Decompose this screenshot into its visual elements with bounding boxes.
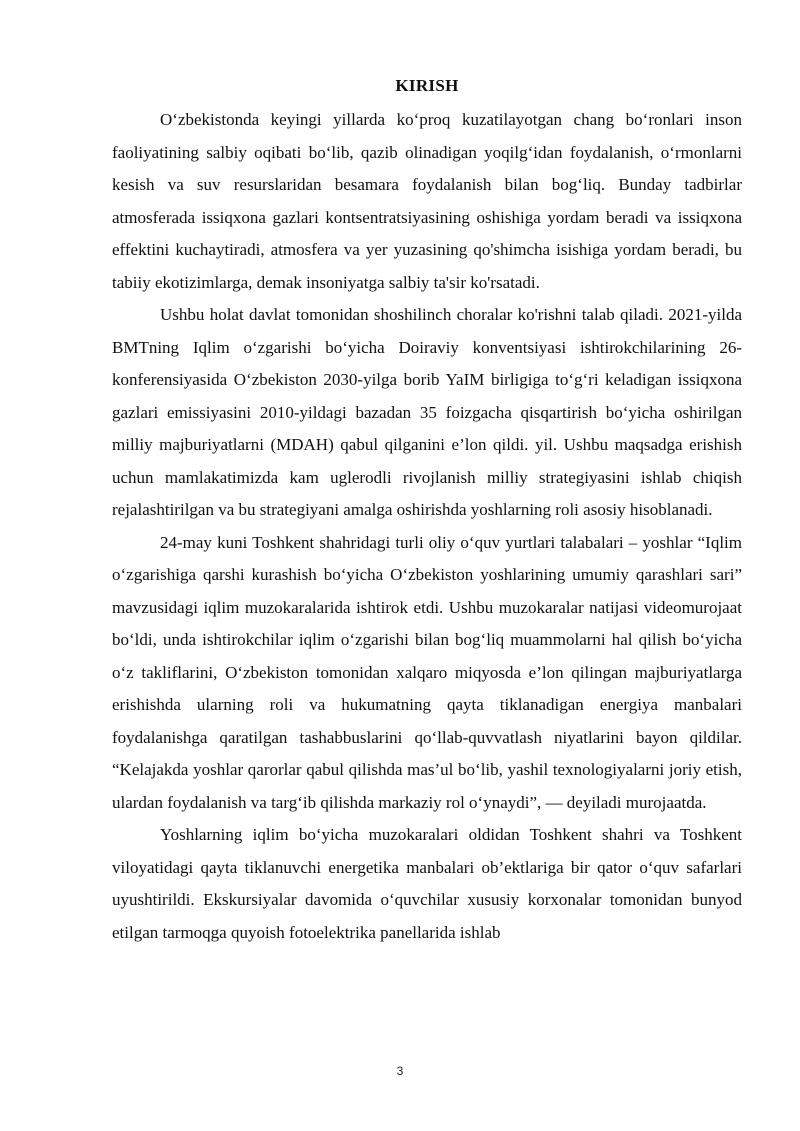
paragraph-4: Yoshlarning iqlim bo‘yicha muzokaralari oldidan Toshkent shahri va Toshkent viloyatidagi qayta tiklanuvchi energetika manbalari ob’ektlariga bir qator o‘quv safarlari uyushtirildi. Ekskursiyalar davomida o‘quvchilar xususiy korxonalar tomonidan bunyod etilgan tarmoqga quyoish fotoelektrika panellarida ishlab — [112, 825, 742, 942]
paragraph-3: 24-may kuni Toshkent shahridagi turli oliy o‘quv yurtlari talabalari – yoshlar “Iqlim o‘zgarishiga qarshi kurashish bo‘yicha O‘zbekiston yoshlarining umumiy qarashlari sari” mavzusidagi iqlim muzokaralarida ishtirok etdi. Ushbu muzokaralar natijasi videomurojaat bo‘ldi, unda ishtirokchilar iqlim o‘zgarishi bilan bog‘liq muammolarni hal qilish bo‘yicha o‘z takliflarini, O‘zbekiston tomonidan xalqaro miqyosda e’lon qilingan majburiyatlarga erishishda ularning roli va hukumatning qayta tiklanadigan energiya manbalari foydalanishga qaratilgan tashabbuslarini qo‘llab-quvvatlash niyatlarini bayon qildilar. “Kelajakda yoshlar qarorlar qabul qilishda mas’ul bo‘lib, yashil texnologiyalarni joriy etish, ulardan foydalanish va targ‘ib qilishda markaziy rol o‘ynaydi”, — deyiladi murojaatda. — [112, 532, 742, 812]
document-page — [112, 72, 742, 949]
paragraph-1: O‘zbekistonda keyingi yillarda ko‘proq kuzatilayotgan chang bo‘ronlari inson faoliyatining salbiy oqibati bo‘lib, qazib olinadigan yoqilg‘idan foydalanish, o‘rmonlarni kesish va suv resurslaridan besamara foydalanish bilan bog‘liq. Bunday tadbirlar atmosferada issiqxona gazlari kontsentratsiyasining oshishiga yordam beradi va issiqxona effektini kuchaytiradi, atmosfera va yer yuzasining qo'shimcha isishiga yordam beradi, bu tabiiy ekotizimlarga, demak insoniyatga salbiy ta'sir ko'rsatadi. — [112, 110, 742, 292]
page-number: 3 — [396, 1064, 404, 1078]
paragraph-2: Ushbu holat davlat tomonidan shoshilinch choralar ko'rishni talab qiladi. 2021-yilda BMTning Iqlim o‘zgarishi bo‘yicha Doiraviy konventsiyasi ishtirokchilarining 26-konferensiyasida O‘zbekiston 2030-yilga borib YaIM birligiga to‘g‘ri keladigan issiqxona gazlari emissiyasini 2010-yildagi bazadan 35 foizgacha qisqartirish bo‘yicha oshirilgan milliy majburiyatlarni (MDAH) qabul qilganini e’lon qildi. yil. Ushbu maqsadga erishish uchun mamlakatimizda kam uglerodli rivojlanish milliy strategiyasini ishlab chiqish rejalashtirilgan va bu strategiyani amalga oshirishda yoshlarning roli asosiy hisoblanadi. — [112, 305, 742, 519]
section-title: KIRISH — [395, 76, 459, 95]
